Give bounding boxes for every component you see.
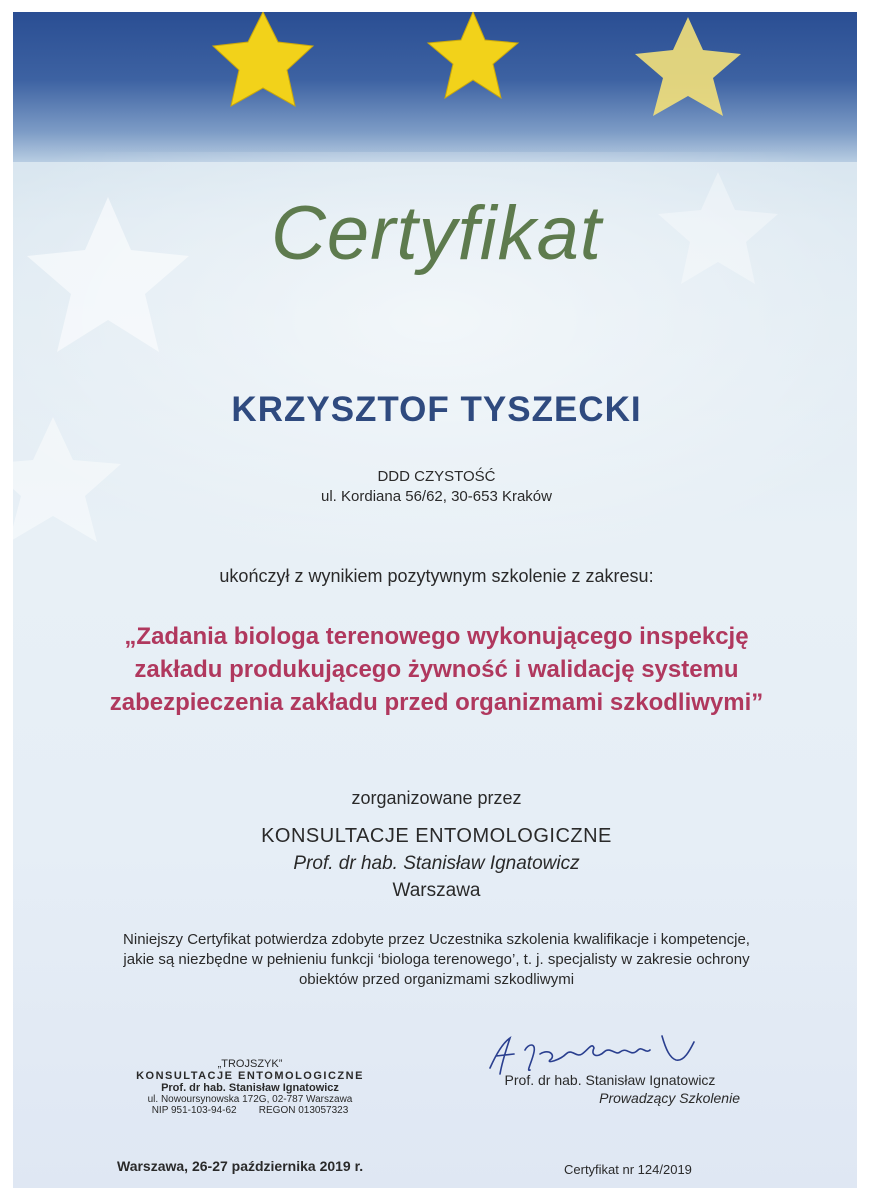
- signer-role: Prowadzący Szkolenie: [599, 1090, 740, 1106]
- stamp-line: KONSULTACJE ENTOMOLOGICZNE: [136, 1070, 364, 1082]
- certificate-sheet: [13, 12, 857, 1188]
- recipient-address: ul. Kordiana 56/62, 30-653 Kraków: [321, 488, 552, 505]
- yellow-star-icon: [635, 17, 741, 116]
- stamp-line: Prof. dr hab. Stanisław Ignatowicz: [161, 1082, 339, 1094]
- organizer-name: KONSULTACJE ENTOMOLOGICZNE: [261, 825, 612, 847]
- yellow-star-icon: [428, 12, 518, 98]
- recipient-name: KRZYSZTOF TYSZECKI: [231, 390, 642, 429]
- recipient-company: DDD CZYSTOŚĆ: [377, 468, 496, 485]
- completion-text: ukończył z wynikiem pozytywnym szkolenie z zakresu:: [219, 566, 654, 586]
- stamp-line: „TROJSZYK”: [217, 1058, 283, 1070]
- stamp-line: ul. Nowoursynowska 172G, 02-787 Warszawa: [147, 1094, 353, 1105]
- course-title: „Zadania biologa terenowego wykonującego inspekcję zakładu produkującego żywność i walidację systemu zabezpieczenia zakładu przed organizmami szkodliwymi”: [109, 623, 764, 716]
- stamp-line: NIP 951-103-94-62 REGON 013057323: [151, 1105, 349, 1116]
- certificate-title: Certyfikat: [271, 191, 602, 276]
- signer-name: Prof. dr hab. Stanisław Ignatowicz: [504, 1072, 716, 1088]
- certificate-number: Certyfikat nr 124/2019: [564, 1162, 692, 1177]
- organized-by-label: zorganizowane przez: [351, 788, 522, 808]
- organizer-person: Prof. dr hab. Stanisław Ignatowicz: [293, 853, 580, 874]
- background-stars: [13, 12, 857, 1188]
- certificate-statement: Niniejszy Certyfikat potwierdza zdobyte przez Uczestnika szkolenia kwalifikacje i kompetencje, jakie są niezbędne w pełnieniu funkcji ‘biologa terenowego’, t. j. specjalisty w zakresie ochrony obiektów przed organizmami szkodliwymi: [123, 931, 750, 988]
- issue-date: Warszawa, 26-27 października 2019 r.: [117, 1158, 364, 1174]
- organizer-stamp: [130, 1058, 370, 1116]
- yellow-star-icon: [213, 12, 313, 106]
- organizer-city: Warszawa: [392, 880, 481, 901]
